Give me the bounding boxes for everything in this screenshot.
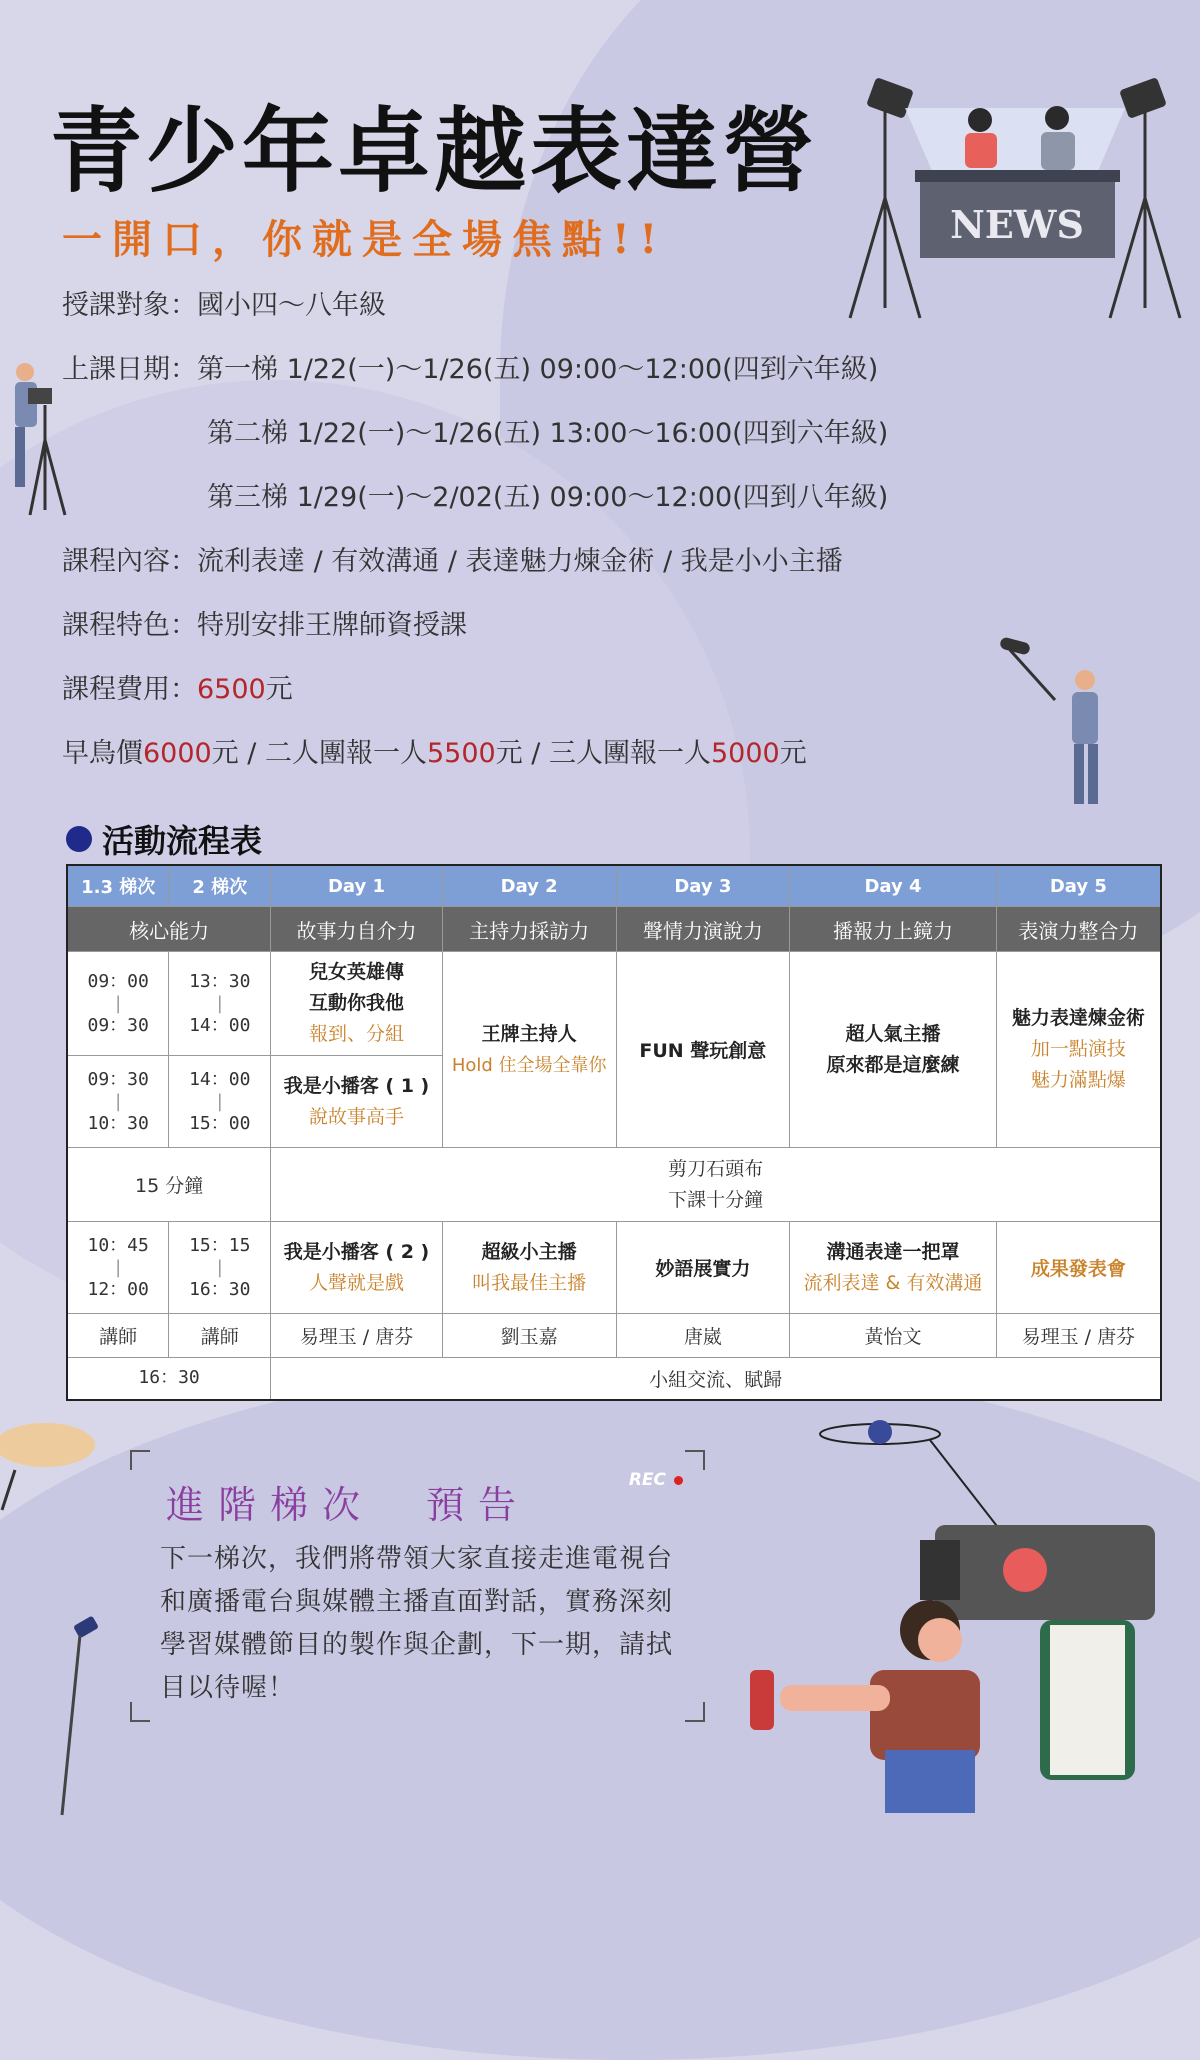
day4-session3: [790, 1222, 997, 1314]
break-duration: 15 分鐘: [67, 1148, 271, 1222]
preview-title: 進階梯次 預告: [166, 1483, 531, 1527]
day3-session3: 妙語展實力: [616, 1222, 790, 1314]
time-start: 13：30: [189, 970, 251, 992]
teacher-day3: 唐崴: [616, 1314, 790, 1358]
fee-label: 課程費用：: [62, 674, 197, 705]
day1-session1: [271, 952, 443, 1056]
cell-text: 報到、分組: [309, 1023, 405, 1045]
day4-session1: [790, 952, 997, 1148]
core-ability-header: 核心能力: [67, 907, 271, 952]
schedule-table: [66, 864, 1162, 1401]
day3-session1: FUN 聲玩創意: [616, 952, 790, 1148]
teacher-day2: 劉玉嘉: [442, 1314, 616, 1358]
time-start: 15：15: [189, 1234, 251, 1256]
time-end: 14：00: [189, 1014, 251, 1036]
time-end: 12：00: [87, 1278, 149, 1300]
time-start: 09：30: [87, 1068, 149, 1090]
info-fee: [62, 667, 293, 706]
preview-text: 下一梯次，我們將帶領大家直接走進電視台和廣播電台與媒體主播直面對話，實務深刻學習媒體節目的製作與企劃，下一期，請拭目以待喔！: [160, 1544, 674, 1703]
info-content: 課程內容：流利表達 / 有效溝通 / 表達魅力煉金術 / 我是小小主播: [62, 546, 843, 577]
early-label: 早鳥價: [62, 738, 143, 769]
page-title: 青少年卓越表達營: [50, 98, 819, 205]
col-subheader: 主持力採訪力: [442, 907, 616, 952]
time-end: 10：30: [87, 1112, 149, 1134]
reporter-cameraman-illustration: [740, 1420, 1200, 1813]
time-cell: 09：30 | 10：30: [67, 1056, 169, 1148]
cell-text: 加一點演技: [1030, 1038, 1126, 1060]
table-row-end: [67, 1358, 1161, 1400]
cell-text: 兒女英雄傳: [309, 961, 405, 983]
time-start: 09：00: [87, 970, 149, 992]
table-header-row: [67, 865, 1161, 907]
time-end: 09：30: [87, 1014, 149, 1036]
col-subheader: 聲情力演說力: [616, 907, 790, 952]
teacher-day4: 黃怡文: [790, 1314, 997, 1358]
cell-text: 魅力滿點爆: [1030, 1069, 1126, 1091]
time-cell: 10：45 | 12：00: [67, 1222, 169, 1314]
col-header: 2 梯次: [169, 865, 271, 907]
col-header: Day 3: [616, 865, 790, 907]
end-time: 16：30: [67, 1358, 271, 1400]
news-desk-illustration: [845, 78, 1185, 338]
col-subheader: 播報力上鏡力: [790, 907, 997, 952]
schedule-heading: [66, 816, 262, 862]
day5-session3: 成果發表會: [996, 1222, 1161, 1314]
time-cell: 14：00 | 15：00: [169, 1056, 271, 1148]
cell-text: 叫我最佳主播: [472, 1271, 587, 1294]
cell-text: 我是小播客 ( 2 ): [283, 1240, 430, 1263]
fee-value: 6500: [197, 674, 266, 705]
cell-text: 原來都是這麼練: [826, 1053, 960, 1076]
col-header: Day 5: [996, 865, 1161, 907]
day2-session1: [442, 952, 616, 1148]
cell-text: 剪刀石頭布: [668, 1157, 764, 1180]
boom-operator-illustration: [1000, 640, 1120, 820]
end-activity: 小組交流、賦歸: [271, 1358, 1161, 1400]
early-price: 6000: [143, 738, 212, 769]
pair-label: 元 / 二人團報一人: [211, 738, 427, 769]
table-subheader-row: [67, 907, 1161, 952]
teacher-day1: 易理玉 / 唐芬: [271, 1314, 443, 1358]
info-session-3: 第三梯 1/29(一)～2/02(五) 09:00～12:00(四到八年級): [207, 482, 889, 513]
fee-unit: 元: [265, 674, 293, 705]
teacher-label: 講師: [169, 1314, 271, 1358]
microphone-stand-illustration: [50, 1615, 120, 1815]
time-start: 14：00: [189, 1068, 251, 1090]
table-row: [67, 952, 1161, 1056]
rec-label: REC: [628, 1470, 666, 1490]
record-dot-icon: [674, 1476, 683, 1485]
teacher-day5: 易理玉 / 唐芬: [996, 1314, 1161, 1358]
time-cell: 13：30 | 14：00: [169, 952, 271, 1056]
col-subheader: 故事力自介力: [271, 907, 443, 952]
col-header: Day 4: [790, 865, 997, 907]
info-discounts: [62, 731, 807, 770]
day1-session2: [271, 1056, 443, 1148]
col-header: Day 2: [442, 865, 616, 907]
break-activity: [271, 1148, 1161, 1222]
day1-session3: [271, 1222, 443, 1314]
info-session-1: 第一梯 1/22(一)～1/26(五) 09:00～12:00(四到六年級): [197, 354, 879, 385]
info-date-label: 上課日期：: [62, 354, 197, 385]
subtitle: 一開口，你就是全場焦點!!: [62, 216, 668, 263]
bullet-dot-icon: [66, 826, 92, 852]
info-session-2: 第二梯 1/22(一)～1/26(五) 13:00～16:00(四到六年級): [207, 418, 889, 449]
schedule-title: 活動流程表: [102, 822, 263, 860]
col-header: 1.3 梯次: [67, 865, 169, 907]
rec-indicator: [629, 1470, 683, 1490]
info-date: [62, 347, 878, 386]
cell-text: 說故事高手: [309, 1105, 405, 1128]
time-end: 16：30: [189, 1278, 251, 1300]
cell-text: Hold 住全場全靠你: [451, 1054, 607, 1076]
news-sign: NEWS: [950, 202, 1084, 247]
teacher-label: 講師: [67, 1314, 169, 1358]
time-end: 15：00: [189, 1112, 251, 1134]
cell-text: 超人氣主播: [845, 1022, 941, 1045]
info-target: 授課對象：國小四～八年級: [62, 290, 386, 321]
cell-text: 我是小播客 ( 1 ): [283, 1074, 430, 1097]
cell-text: 超級小主播: [481, 1240, 577, 1263]
table-row-break: [67, 1148, 1161, 1222]
hand-microphone-illustration: [0, 1420, 100, 1510]
cell-text: 人聲就是戲: [309, 1271, 405, 1294]
trio-price: 5000: [710, 738, 780, 769]
day2-session3: [442, 1222, 616, 1314]
time-start: 10：45: [87, 1234, 149, 1256]
preview-box: [130, 1450, 705, 1722]
table-row-teachers: [67, 1314, 1161, 1358]
col-subheader: 表演力整合力: [996, 907, 1161, 952]
time-cell: 15：15 | 16：30: [169, 1222, 271, 1314]
info-feature: 課程特色：特別安排王牌師資授課: [62, 610, 467, 641]
cell-text: 王牌主持人: [481, 1022, 577, 1045]
cell-text: 溝通表達一把罩: [826, 1240, 960, 1263]
pair-price: 5500: [426, 738, 496, 769]
cell-text: 互動你我他: [309, 992, 405, 1014]
cell-text: 流利表達 & 有效溝通: [803, 1271, 983, 1294]
trio-unit: 元: [779, 738, 807, 769]
time-cell: 09：00 | 09：30: [67, 952, 169, 1056]
col-header: Day 1: [271, 865, 443, 907]
cell-text: 下課十分鐘: [668, 1188, 764, 1211]
cell-text: 魅力表達煉金術: [1011, 1007, 1145, 1029]
trio-label: 元 / 三人團報一人: [495, 738, 711, 769]
day5-session1: [996, 952, 1161, 1148]
table-row: [67, 1222, 1161, 1314]
